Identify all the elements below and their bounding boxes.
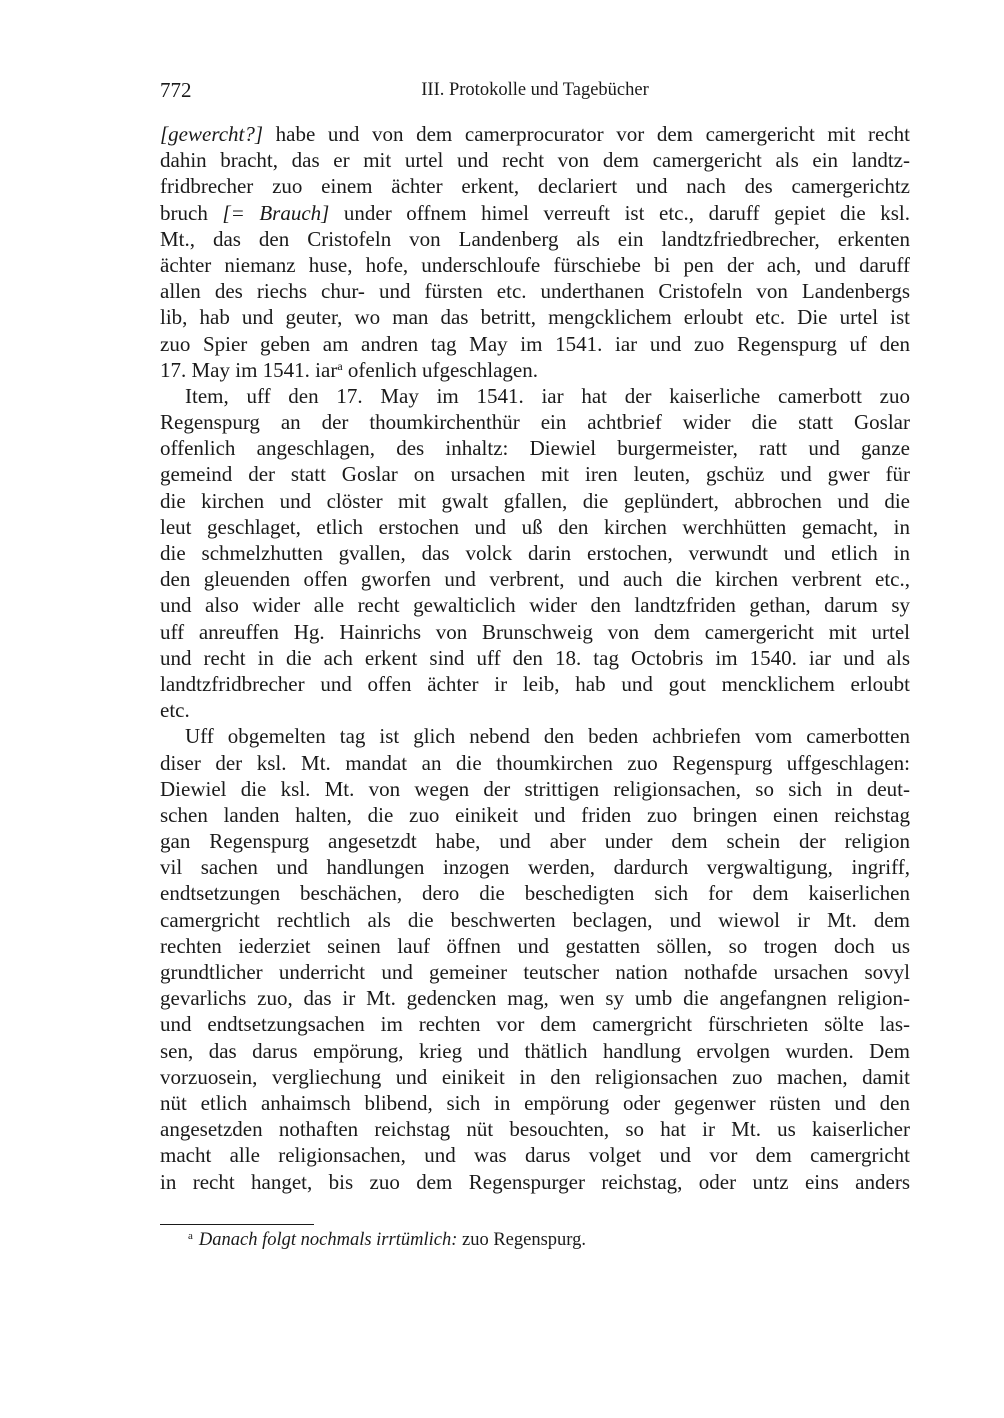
text-line xyxy=(160,331,910,357)
text-segment: vil sachen und handlungen inzogen werden, dardurch vergwaltigung, ingriff, xyxy=(160,855,910,880)
text-line xyxy=(160,304,910,330)
text-segment: die schmelzhutten gvallen, das volck darin erstochen, verwundt und etlich in xyxy=(160,541,910,565)
text-segment: in recht hanget, bis zuo dem Regenspurger reichstag, oder untz eins anders xyxy=(160,1169,910,1194)
editorial-insertion: [= Brauch] xyxy=(222,200,330,225)
text-segment: habe und von dem camerprocurator vor dem camergericht mit recht xyxy=(263,122,910,146)
text-segment: diser der ksl. Mt. mandat an die thoumkirchen zuo Regenspurg uffgeschlagen: xyxy=(160,750,910,775)
text-line xyxy=(160,1038,910,1064)
text-line xyxy=(160,1064,910,1090)
text-segment: leut geschlaget, etlich erstochen und uß den kirchen werchhütten gemacht, in xyxy=(160,514,910,539)
text-segment: angesetzden nothaften reichstag nüt besouchten, so hat ir Mt. us kaiserlicher xyxy=(160,1117,910,1142)
text-segment: sen, das darus empörung, krieg und thätlich handlung ervolgen wurden. Dem xyxy=(160,1038,910,1063)
text-line xyxy=(160,697,910,723)
paragraph xyxy=(160,723,910,1194)
text-segment: Mt., das den Cristofeln von Landenberg als ein landtzfriedbrecher, erkenten xyxy=(160,226,910,251)
text-line xyxy=(160,252,910,278)
body-text xyxy=(160,121,910,1195)
text-line xyxy=(160,409,910,435)
footnote-text: zuo Regenspurg. xyxy=(457,1230,586,1250)
text-segment: landtzfridbrecher und offen ächter ir leib, hab und gout mencklichem erloubt xyxy=(160,671,910,696)
text-segment: gemeind der statt Goslar on ursachen mit iren leuten, gschüz und gwer für xyxy=(160,462,910,487)
text-segment: vorzuosein, vergliechung und einikeit in den religionsachen zuo machen, damit xyxy=(160,1064,910,1089)
text-line xyxy=(160,383,910,409)
text-segment: gevarlichs zuo, das ir Mt. gedencken mag, wen sy umb die angefangnen religion- xyxy=(160,986,910,1011)
text-segment: allen des riechs chur- und fürsten etc. underthanen Cristofeln von Landenbergs xyxy=(160,279,910,304)
text-segment: macht alle religionsachen, und was darus volget und vor dem camergricht xyxy=(160,1143,910,1168)
text-line xyxy=(160,802,910,828)
text-segment: ächter niemanz huse, hofe, underschloufe fürschiebe bi pen der ach, und daruff xyxy=(160,252,910,277)
text-line xyxy=(160,121,910,147)
text-line xyxy=(160,1142,910,1168)
text-segment: gan Regenspurg angesetzdt habe, und aber under dem schein der religion xyxy=(160,829,910,854)
text-segment: grundtlicher underricht und gemeiner teutscher nation nothafde ursachen sovyl xyxy=(160,960,910,984)
editorial-insertion: [gewercht?] xyxy=(160,122,264,146)
text-line xyxy=(160,776,910,802)
text-segment: zuo Spier geben am andren tag May im 1541. iar und zuo Regenspurg uf den xyxy=(160,331,910,356)
text-segment: schen landen halten, die zuo einikeit und friden zuo bringen einen reichstag xyxy=(160,802,910,827)
text-segment: lib, hab und geuter, wo man das betritt, mengcklichem erloubt etc. Die urtel ist xyxy=(160,305,910,330)
text-segment: Item, uff den 17. May im 1541. iar hat der kaiserliche camerbott zuo xyxy=(185,383,910,408)
text-line xyxy=(160,566,910,592)
text-line xyxy=(160,880,910,906)
text-line xyxy=(160,461,910,487)
text-segment: uff anreuffen Hg. Hainrichs von Brunschweig von dem camergericht mit urtel xyxy=(160,619,910,644)
text-line xyxy=(160,540,910,566)
text-line xyxy=(160,435,910,461)
footnote-reference: a xyxy=(337,358,343,373)
text-segment: endtsetzungen beschächen, dero die beschedigten sich for dem kaiserlichen xyxy=(160,881,910,906)
paragraph xyxy=(160,383,910,723)
text-segment: rechten iederziet seinen lauf öffnen und gestatten söllen, so trogen doch us xyxy=(160,933,910,958)
text-line xyxy=(160,723,910,749)
text-segment: camergricht rechtlich als die beschwerten beclagen, und wiewol ir Mt. dem xyxy=(160,907,910,932)
footnote-divider xyxy=(160,1224,314,1225)
paragraph xyxy=(160,121,910,383)
text-segment: ofenlich ufgeschlagen. xyxy=(342,357,538,382)
text-line xyxy=(160,514,910,540)
text-line xyxy=(160,645,910,671)
text-line xyxy=(160,907,910,933)
text-line xyxy=(160,488,910,514)
text-segment: die kirchen und clöster mit gwalt gfallen, die geplündert, abbrochen und die xyxy=(160,488,910,513)
running-header xyxy=(160,78,910,108)
text-line xyxy=(160,147,910,173)
text-segment: den gleuenden offen gworfen und verbrent, und auch die kirchen verbrent etc., xyxy=(160,567,910,592)
text-segment: under offnem himel verreuft ist etc., daruff gepiet die ksl. xyxy=(329,200,910,225)
text-line xyxy=(160,1011,910,1037)
text-segment: etc. xyxy=(160,698,190,723)
text-line xyxy=(160,959,910,985)
text-segment: dahin bracht, das er mit urtel und recht von dem camergericht als ein landtz- xyxy=(160,148,910,173)
text-line xyxy=(160,278,910,304)
text-segment: Regenspurg an der thoumkirchenthür ein achtbrief wider die statt Goslar xyxy=(160,410,910,435)
text-line xyxy=(160,1116,910,1142)
text-segment: bruch xyxy=(160,200,223,225)
text-segment: 17. May im 1541. iar xyxy=(160,357,338,382)
text-line xyxy=(160,671,910,697)
text-line xyxy=(160,933,910,959)
running-header-title: III. Protokolle und Tagebücher xyxy=(421,80,649,100)
text-segment: offenlich angeschlagen, des inhaltz: Diewiel burgermeister, ratt und ganze xyxy=(160,436,910,461)
text-line xyxy=(160,828,910,854)
footnote-marker: a xyxy=(188,1230,193,1242)
text-line xyxy=(160,173,910,199)
text-segment: Uff obgemelten tag ist glich nebend den beden achbriefen vom camerbotten xyxy=(185,724,910,749)
text-line xyxy=(160,1169,910,1195)
text-line xyxy=(160,854,910,880)
text-line xyxy=(160,357,910,383)
footnote-editorial-note: Danach folgt nochmals irrtümlich: xyxy=(198,1230,458,1250)
text-segment: und also wider alle recht gewalticlich wider den landtzfriden gethan, darum sy xyxy=(160,593,910,618)
footnote xyxy=(188,1228,586,1252)
text-line xyxy=(160,985,910,1011)
text-segment: Diewiel die ksl. Mt. von wegen der strittigen religionsachen, so sich in deut- xyxy=(160,776,910,801)
page-number: 772 xyxy=(160,78,192,102)
text-line xyxy=(160,592,910,618)
text-segment: und endtsetzungsachen im rechten vor dem camergricht fürschrieten sölte las- xyxy=(160,1012,910,1037)
text-line xyxy=(160,619,910,645)
text-line xyxy=(160,200,910,226)
text-line xyxy=(160,1090,910,1116)
text-segment: und recht in die ach erkent sind uff den 18. tag Octobris im 1540. iar und als xyxy=(160,645,910,670)
text-segment: nüt etlich anhaimsch blibend, sich in empörung oder gegenwer rüsten und den xyxy=(160,1090,910,1115)
text-segment: fridbrecher zuo einem ächter erkent, declariert und nach des camergerichtz xyxy=(160,174,910,199)
text-line xyxy=(160,750,910,776)
text-line xyxy=(160,226,910,252)
